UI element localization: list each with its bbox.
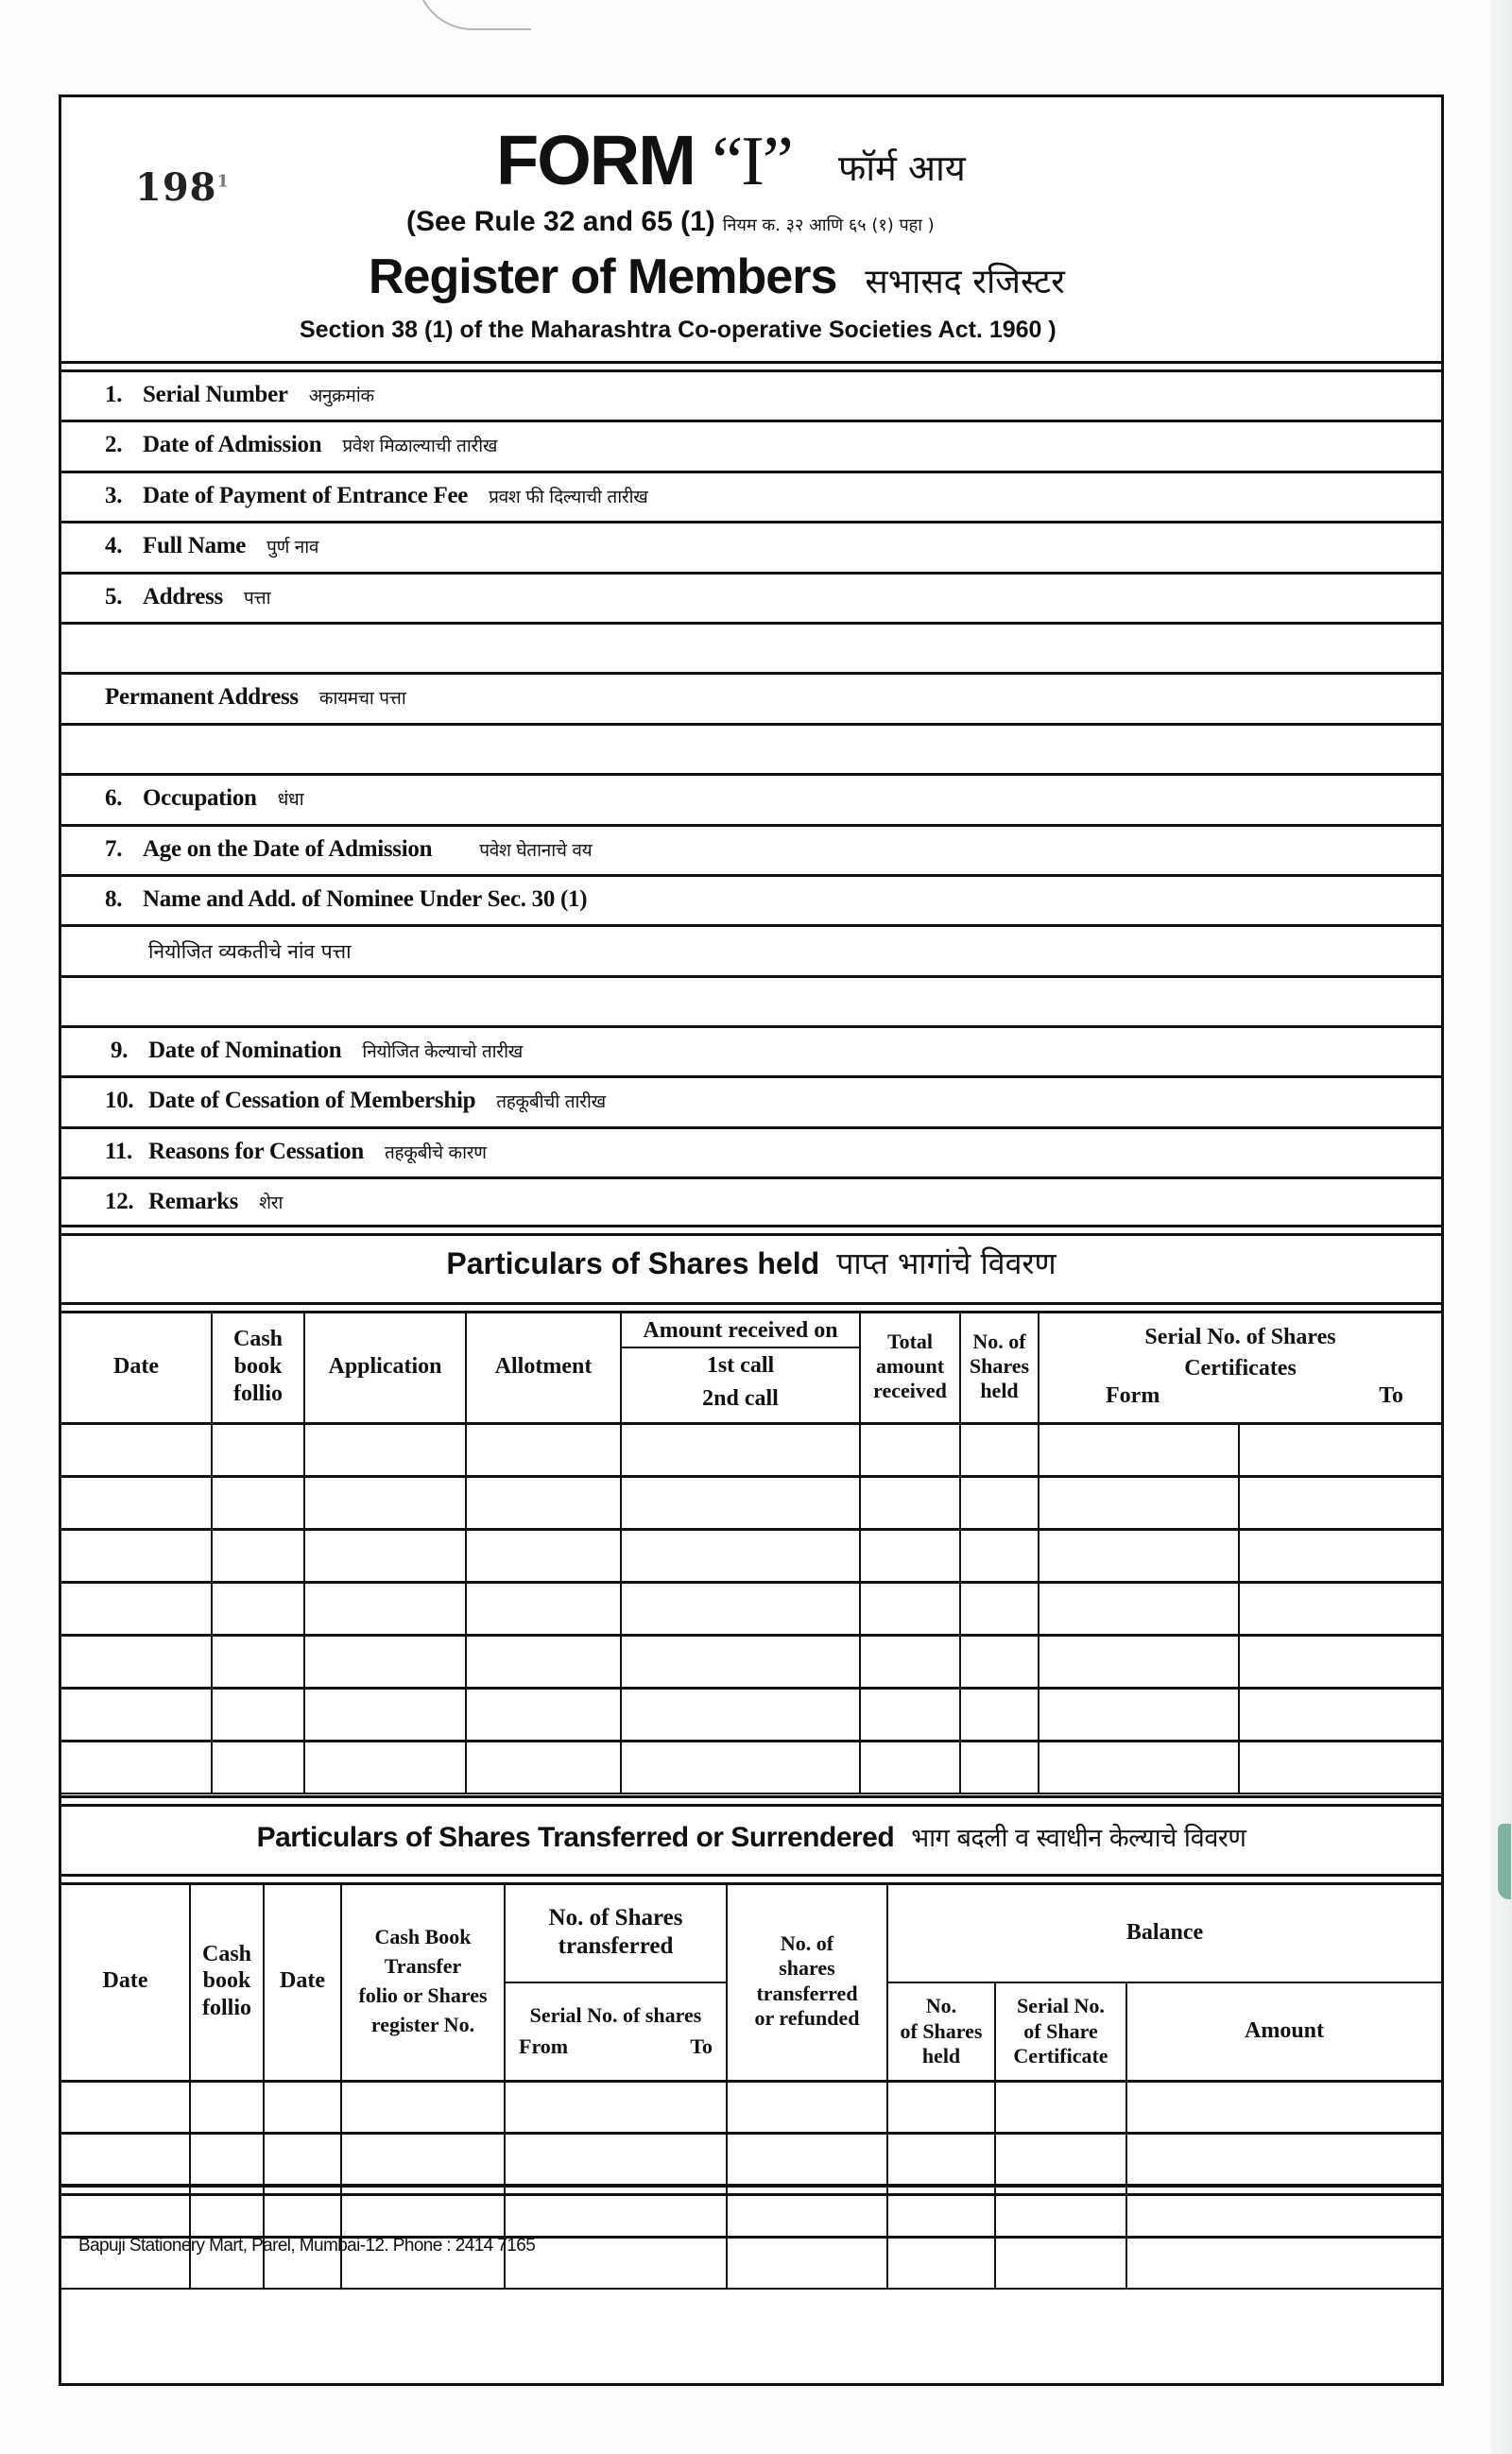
col-serial-to: To — [690, 2034, 713, 2058]
shares-transferred-title: Particulars of Shares Transferred or Surrendered भाग बदली व स्वाधीन केल्याचे विवरण — [256, 1822, 1246, 1853]
shares-held-table — [61, 1312, 1441, 1794]
col-application: Application — [304, 1312, 466, 1423]
col-cash-book-transfer-folio: Cash Book Transfer folio or Shares register No. — [341, 1883, 505, 2081]
member-details-fields — [61, 372, 1441, 1230]
shares-held-title: Particulars of Shares held पाप्त भागांचे विवरण — [446, 1245, 1057, 1281]
col-serial-from: From — [519, 2034, 569, 2058]
paper-curl-mark — [416, 0, 531, 30]
table-row[interactable] — [61, 1688, 1441, 1741]
field-age-on-admission[interactable]: 7. Age on the Date of Admission पवेश घेतानाचे वय — [61, 827, 1441, 877]
field-permanent-address-line-2[interactable] — [61, 726, 1441, 776]
col-shares-transferred-or-refunded: No. of shares transferred or refunded — [727, 1883, 887, 2081]
col-serial-from: Form — [1106, 1382, 1160, 1408]
col-balance-serial-no-certificate: Serial No. of Share Certificate — [995, 1982, 1126, 2081]
register-page-number: $198^1$ — [135, 165, 231, 210]
table-row[interactable] — [61, 1423, 1441, 1476]
col-date: Date — [61, 1312, 212, 1423]
table-row[interactable] — [61, 2133, 1441, 2185]
field-date-of-cessation[interactable]: 10. Date of Cessation of Membership तहकूबीची तारीख — [61, 1078, 1441, 1128]
field-date-of-entrance-fee[interactable]: 3. Date of Payment of Entrance Fee प्रवश फी दिल्याची तारीख — [61, 473, 1441, 523]
col-allotment: Allotment — [466, 1312, 621, 1423]
table-row[interactable] — [61, 1582, 1441, 1635]
form-title: FORM “I” — [496, 121, 792, 200]
field-address-line-2[interactable] — [61, 625, 1441, 675]
rule-reference: (See Rule 32 and 65 (1) नियम क. ३२ आणि ६५ (१) पहा ) — [406, 206, 935, 237]
col-no-of-shares-held: No. of Shares held — [960, 1312, 1039, 1423]
col-cash-book-folio: Cash book follio — [212, 1312, 304, 1423]
next-page-edge — [1491, 0, 1512, 2454]
field-permanent-address[interactable]: Permanent Address कायमचा पत्ता — [61, 675, 1441, 725]
col-serial-no-of-shares-certificates: Serial No. of Shares Certificates Form To — [1039, 1312, 1441, 1423]
col-no-of-shares-transferred: No. of Shares transferred — [505, 1883, 727, 1982]
register-title: Register of Members सभासद रजिस्टर — [369, 249, 1065, 304]
col-date: Date — [61, 1883, 190, 2081]
printer-imprint: Bapuji Stationery Mart, Parel, Mumbai-12. Phone : 2414 7165 — [78, 2236, 536, 2256]
field-address[interactable]: 5. Address पत्ता — [61, 575, 1441, 625]
field-nominee-line-2[interactable]: नियोजित व्यकतीचे नांव पत्ता — [61, 927, 1441, 977]
field-date-of-nomination[interactable]: 9. Date of Nomination नियोजित केल्याचो तारीख — [61, 1028, 1441, 1078]
field-reasons-for-cessation[interactable]: 11. Reasons for Cessation तहकूबीचे कारण — [61, 1129, 1441, 1179]
col-serial-to: To — [1379, 1382, 1403, 1408]
act-section-reference: Section 38 (1) of the Maharashtra Co-operative Societies Act. 1960 ) — [300, 317, 1057, 343]
col-total-amount-received: Total amount received — [860, 1312, 960, 1423]
form-frame — [59, 94, 1444, 2386]
col-amount-received-on: Amount received on 1st call 2nd call — [621, 1312, 860, 1423]
col-balance-no-of-shares-held: No. of Shares held — [887, 1982, 995, 2081]
table-row[interactable] — [61, 2081, 1441, 2133]
col-cash-book-folio: Cash book follio — [190, 1883, 264, 2081]
col-date-2: Date — [264, 1883, 341, 2081]
field-full-name[interactable]: 4. Full Name पुर्ण नाव — [61, 523, 1441, 574]
shares-transferred-bottom-divider — [61, 2185, 1441, 2196]
header-divider — [61, 361, 1441, 372]
fields-divider — [61, 1225, 1441, 1236]
field-date-of-admission[interactable]: 2. Date of Admission प्रवेश मिळाल्याची तारीख — [61, 422, 1441, 472]
field-occupation[interactable]: 6. Occupation धंधा — [61, 776, 1441, 826]
shares-held-bottom-divider — [61, 1795, 1441, 1807]
field-remarks[interactable]: 12. Remarks शेरा — [105, 1189, 284, 1215]
shares-held-rows — [61, 1423, 1441, 1793]
field-serial-number[interactable]: 1. Serial Number अनुक्रमांक — [61, 372, 1441, 422]
col-balance: Balance — [887, 1883, 1441, 1982]
shares-transferred-table — [61, 1883, 1441, 2290]
field-nominee-line-3[interactable] — [61, 978, 1441, 1028]
table-row[interactable] — [61, 1476, 1441, 1529]
col-serial-no-of-shares: Serial No. of shares From To — [505, 1982, 727, 2081]
col-balance-amount: Amount — [1126, 1982, 1441, 2081]
page-edge-stain — [1498, 1824, 1511, 1899]
field-nominee[interactable]: 8. Name and Add. of Nominee Under Sec. 30 (1) — [61, 877, 1441, 927]
table-row[interactable] — [61, 1635, 1441, 1688]
form-title-marathi: फॉर्म आय — [838, 147, 966, 189]
form-header — [61, 97, 1441, 362]
table-row[interactable] — [61, 1741, 1441, 1793]
table-row[interactable] — [61, 1529, 1441, 1582]
